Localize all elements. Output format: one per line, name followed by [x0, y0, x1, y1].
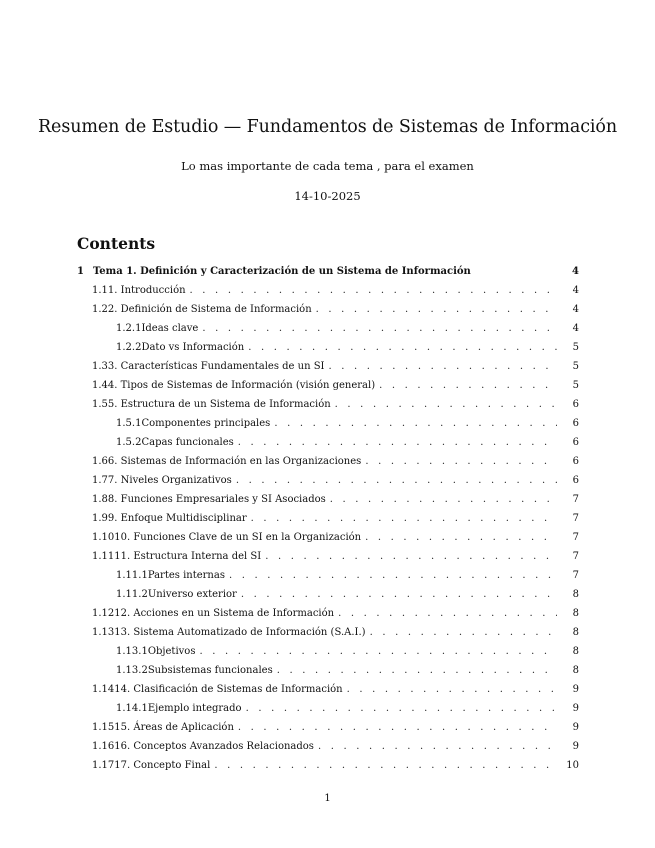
toc-entry-title[interactable]: 13. Sistema Automatizado de Información (S.A.I.) [114, 627, 366, 638]
toc-entry-title[interactable]: Objetivos [147, 646, 196, 657]
toc-entry-number: 1.7 [92, 475, 108, 486]
toc-entry[interactable] [77, 608, 579, 627]
toc-entry-page[interactable]: 8 [572, 608, 579, 619]
toc-entry-number: 1.12 [92, 608, 115, 619]
toc-entry-title[interactable]: 10. Funciones Clave de un SI en la Organización [114, 532, 362, 543]
dot-leader [251, 513, 557, 524]
toc-entry-number: 1.11.1 [116, 570, 148, 581]
toc-entry[interactable] [77, 760, 579, 779]
dot-leader [318, 741, 557, 752]
toc-entry-number: 1.11.2 [116, 589, 148, 600]
toc-entry-title[interactable]: 11. Estructura Interna del SI [114, 551, 262, 562]
toc-entry-title[interactable]: 9. Enfoque Multidisciplinar [107, 513, 247, 524]
toc-entry-page[interactable]: 4 [572, 266, 579, 277]
toc-entry-page[interactable]: 9 [572, 684, 579, 695]
toc-entry[interactable] [77, 285, 579, 304]
toc-entry-page[interactable]: 6 [572, 475, 579, 486]
toc-entry-title[interactable]: 14. Clasificación de Sistemas de Información [114, 684, 343, 695]
toc-entry-number: 1.11 [92, 551, 115, 562]
toc-entry-number: 1.15 [92, 722, 115, 733]
toc-entry[interactable] [77, 684, 579, 703]
toc-entry-title[interactable]: 16. Conceptos Avanzados Relacionados [114, 741, 314, 752]
toc-entry[interactable] [77, 741, 579, 760]
toc-entry[interactable] [77, 399, 579, 418]
toc-entry-number: 1.9 [92, 513, 108, 524]
toc-entry[interactable] [77, 456, 579, 475]
toc-entry-page[interactable]: 6 [572, 418, 579, 429]
dot-leader [370, 627, 557, 638]
toc-entry-number: 1.2 [92, 304, 108, 315]
dot-leader [316, 304, 557, 315]
toc-entry[interactable] [77, 475, 579, 494]
dot-leader [274, 418, 557, 429]
toc-entry-number: 1.13 [92, 627, 115, 638]
toc-entry-page[interactable]: 5 [572, 342, 579, 353]
toc-entry-page[interactable]: 5 [572, 380, 579, 391]
toc-entry-title[interactable]: 15. Áreas de Aplicación [114, 722, 234, 733]
dot-leader [329, 361, 557, 372]
toc-entry-number: 1.8 [92, 494, 108, 505]
dot-leader [202, 323, 557, 334]
toc-entry[interactable] [77, 380, 579, 399]
toc-entry-number: 1.5.1 [116, 418, 142, 429]
toc-entry[interactable] [77, 494, 579, 513]
toc-entry-page[interactable]: 4 [572, 285, 579, 296]
toc-entry-page[interactable]: 5 [572, 361, 579, 372]
document-subtitle: Lo mas importante de cada tema , para el examen [181, 159, 474, 173]
toc-entry[interactable] [77, 266, 579, 285]
toc-entry-number: 1.3 [92, 361, 108, 372]
toc-entry[interactable] [77, 627, 579, 646]
dot-leader [265, 551, 557, 562]
toc-entry-page[interactable]: 7 [572, 494, 579, 505]
toc-entry-page[interactable]: 7 [572, 532, 579, 543]
toc-entry[interactable] [77, 304, 579, 323]
dot-leader [347, 684, 557, 695]
dot-leader [214, 760, 557, 771]
toc-entry-number: 1.4 [92, 380, 108, 391]
toc-entry-title[interactable]: Partes internas [147, 570, 225, 581]
toc-entry-number: 1 [77, 266, 84, 277]
toc-entry-page[interactable]: 9 [572, 722, 579, 733]
document-title: Resumen de Estudio — Fundamentos de Sistemas de Información [37, 117, 618, 137]
dot-leader [236, 475, 557, 486]
toc-entry-page[interactable]: 6 [572, 437, 579, 448]
toc-entry[interactable] [77, 646, 579, 665]
dot-leader [199, 646, 557, 657]
toc-entry[interactable] [77, 437, 579, 456]
toc-entry-title[interactable]: 5. Estructura de un Sistema de Información [107, 399, 331, 410]
toc-entry-title[interactable]: Universo exterior [147, 589, 237, 600]
toc-entry-number: 1.2.2 [116, 342, 142, 353]
toc-entry-number: 1.17 [92, 760, 115, 771]
toc-entry-title[interactable]: 4. Tipos de Sistemas de Información (visión general) [107, 380, 376, 391]
toc-entry[interactable] [77, 323, 579, 342]
toc-entry-number: 1.10 [92, 532, 115, 543]
contents-heading: Contents [77, 234, 156, 253]
toc-entry-page[interactable]: 6 [572, 456, 579, 467]
toc-entry-title[interactable]: 2. Definición de Sistema de Información [107, 304, 312, 315]
dot-leader [338, 608, 557, 619]
toc-entry[interactable] [77, 589, 579, 608]
toc-entry-page[interactable]: 7 [572, 551, 579, 562]
toc-entry-title[interactable]: 3. Características Fundamentales de un SI [107, 361, 325, 372]
toc-entry[interactable] [77, 418, 579, 437]
dot-leader [246, 703, 557, 714]
page-number: 1 [324, 793, 331, 804]
toc-entry-title[interactable]: Componentes principales [141, 418, 271, 429]
dot-leader [248, 342, 557, 353]
toc-entry-page[interactable]: 8 [572, 646, 579, 657]
toc-entry-number: 1.13.1 [116, 646, 148, 657]
toc-entry[interactable] [77, 665, 579, 684]
toc-entry[interactable] [77, 361, 579, 380]
table-of-contents [77, 266, 579, 779]
toc-entry-title[interactable]: Ejemplo integrado [147, 703, 242, 714]
dot-leader [379, 380, 557, 391]
toc-entry[interactable] [77, 551, 579, 570]
toc-entry[interactable] [77, 722, 579, 741]
toc-entry-title[interactable]: 6. Sistemas de Información en las Organizaciones [107, 456, 362, 467]
toc-entry-number: 1.5.2 [116, 437, 142, 448]
toc-entry-title[interactable]: 8. Funciones Empresariales y SI Asociados [107, 494, 326, 505]
toc-entry[interactable] [77, 570, 579, 589]
toc-entry-page[interactable]: 8 [572, 665, 579, 676]
toc-entry[interactable] [77, 513, 579, 532]
toc-entry-number: 1.5 [92, 399, 108, 410]
toc-entry-page[interactable]: 10 [566, 760, 579, 771]
document-date: 14-10-2025 [294, 189, 361, 203]
dot-leader [241, 589, 557, 600]
dot-leader [365, 532, 557, 543]
dot-leader [365, 456, 557, 467]
toc-entry-page[interactable]: 6 [572, 399, 579, 410]
toc-entry-number: 1.1 [92, 285, 108, 296]
dot-leader [335, 399, 557, 410]
toc-entry-title[interactable]: Dato vs Información [141, 342, 245, 353]
toc-entry-title[interactable]: Tema 1. Definición y Caracterización de un Sistema de Información [93, 266, 471, 277]
toc-entry-page[interactable]: 9 [572, 703, 579, 714]
dot-leader [229, 570, 557, 581]
toc-entry-page[interactable]: 8 [572, 627, 579, 638]
dot-leader [190, 285, 557, 296]
toc-entry-number: 1.14.1 [116, 703, 148, 714]
toc-entry-page[interactable]: 8 [572, 589, 579, 600]
toc-entry-title[interactable]: Capas funcionales [141, 437, 234, 448]
toc-entry[interactable] [77, 532, 579, 551]
toc-entry-title[interactable]: 7. Niveles Organizativos [107, 475, 232, 486]
toc-entry-number: 1.13.2 [116, 665, 148, 676]
toc-entry-number: 1.14 [92, 684, 115, 695]
dot-leader [238, 437, 557, 448]
toc-entry-title[interactable]: 12. Acciones en un Sistema de Información [114, 608, 335, 619]
toc-entry-number: 1.2.1 [116, 323, 142, 334]
toc-entry-page[interactable]: 4 [572, 304, 579, 315]
toc-entry-page[interactable]: 7 [572, 513, 579, 524]
toc-entry-page[interactable]: 4 [572, 323, 579, 334]
toc-entry-page[interactable]: 7 [572, 570, 579, 581]
dot-leader [330, 494, 557, 505]
dot-leader [238, 722, 557, 733]
toc-entry-page[interactable]: 9 [572, 741, 579, 752]
toc-entry-title[interactable]: Ideas clave [141, 323, 199, 334]
toc-entry-title[interactable]: Subsistemas funcionales [147, 665, 273, 676]
toc-entry-title[interactable]: 1. Introducción [107, 285, 186, 296]
dot-leader [277, 665, 557, 676]
toc-entry[interactable] [77, 342, 579, 361]
toc-entry-title[interactable]: 17. Concepto Final [114, 760, 211, 771]
toc-entry-number: 1.6 [92, 456, 108, 467]
toc-entry-number: 1.16 [92, 741, 115, 752]
toc-entry[interactable] [77, 703, 579, 722]
